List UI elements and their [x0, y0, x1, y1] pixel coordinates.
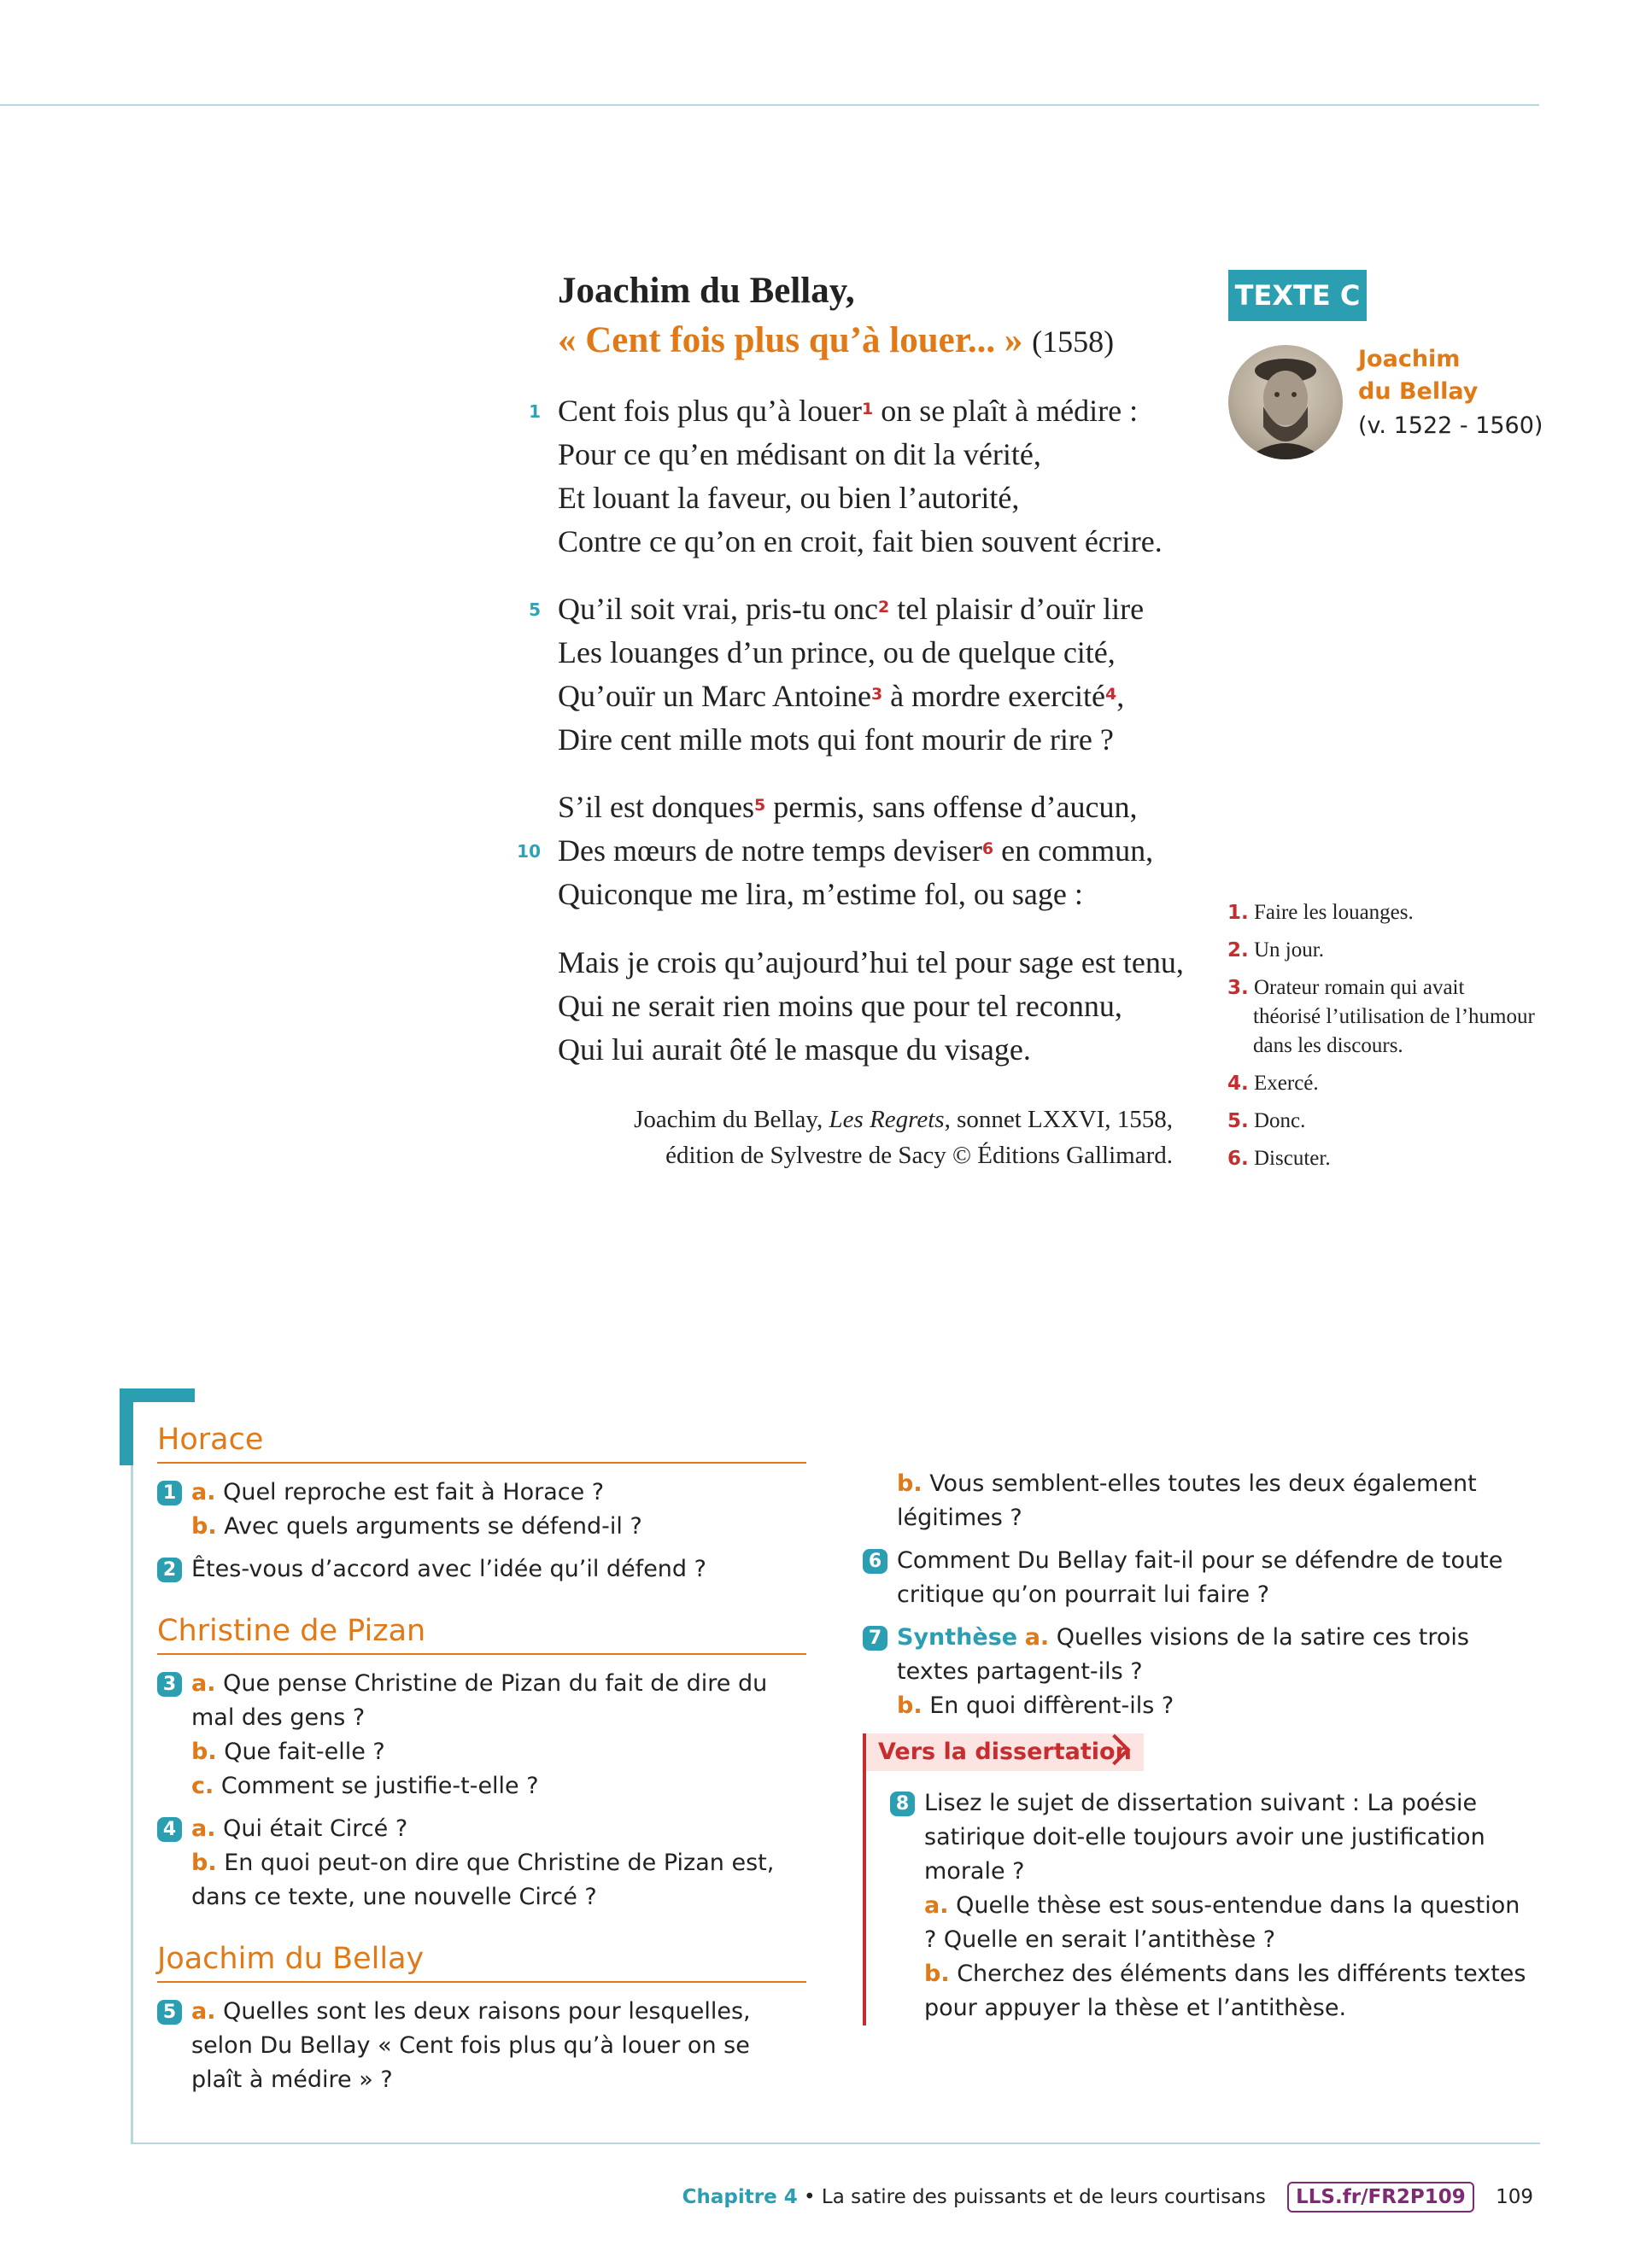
question-text: Quelles visions de la satire ces trois textes partagent-ils ? — [897, 1624, 1469, 1685]
footnote-number: 6. — [1227, 1148, 1249, 1170]
question-3b — [191, 1735, 806, 1769]
synthese-label: Synthèse — [897, 1624, 1018, 1651]
page-number: 109 — [1496, 2186, 1533, 2208]
section-pizan: Christine de Pizan — [157, 1610, 806, 1655]
texte-badge: TEXTE C — [1228, 270, 1367, 321]
question-text: Qui était Circé ? — [223, 1815, 408, 1842]
question-3c — [191, 1769, 806, 1803]
verse-line — [558, 786, 1241, 829]
question-7b — [897, 1689, 1529, 1723]
source-line-2: édition de Sylvestre de Sacy © Éditions Gallimard. — [665, 1142, 1173, 1169]
verse-text: à mordre exercité — [882, 679, 1106, 713]
question-7a — [897, 1621, 1529, 1689]
footnote-number: 4. — [1227, 1073, 1249, 1095]
question-number: 2 — [157, 1558, 182, 1582]
author-name — [1358, 343, 1529, 408]
verse-line — [558, 718, 1241, 762]
question-text: Comment se justifie-t-elle ? — [220, 1773, 539, 1799]
questions-frame-bottom — [131, 2142, 1540, 2144]
footnote-item — [1227, 1069, 1535, 1098]
sub-label: c. — [191, 1773, 214, 1799]
verse-text: Et louant la faveur, ou bien l’autorité, — [558, 481, 1020, 515]
dissertation-label: Vers la dissertation — [866, 1733, 1144, 1771]
author-last-name: du Bellay — [1358, 378, 1479, 405]
poem-heading — [558, 266, 1241, 366]
top-divider — [0, 104, 1539, 106]
verse-line — [517, 829, 1241, 873]
section-bellay: Joachim du Bellay — [157, 1938, 806, 1983]
author-first-name: Joachim — [1358, 346, 1461, 372]
poem-title-line — [558, 316, 1241, 366]
question-1a — [191, 1476, 806, 1510]
footnote-ref: 3 — [870, 685, 883, 704]
dissertation-content — [866, 1774, 1529, 2025]
verse-text: Dire cent mille mots qui font mourir de rire ? — [558, 722, 1114, 757]
footnote-number: 3. — [1227, 977, 1249, 999]
line-number: 1 — [529, 401, 541, 422]
question-text: Lisez le sujet de dissertation suivant : La poésie satirique doit-elle toujours avoir une justification morale ? — [924, 1790, 1485, 1885]
poem-year: (1558) — [1032, 324, 1115, 359]
footnote-ref: 1 — [861, 400, 874, 418]
page-footer — [0, 2180, 1533, 2214]
question-text: En quoi peut-on dire que Christine de Pizan est, dans ce texte, une nouvelle Circé ? — [191, 1850, 775, 1910]
footnote-item — [1227, 1107, 1535, 1136]
questions-right-column — [863, 1470, 1529, 2034]
line-number: 10 — [517, 841, 541, 862]
question-3 — [157, 1667, 806, 1803]
sub-label: a. — [191, 1998, 216, 2025]
question-text: Que fait-elle ? — [224, 1739, 385, 1765]
verse-text: Qui ne serait rien moins que pour tel reconnu, — [558, 989, 1122, 1023]
footer-link[interactable]: LLS.fr/FR2P109 — [1287, 2182, 1474, 2212]
question-6 — [863, 1544, 1529, 1612]
verse-text: permis, sans offense d’aucun, — [765, 790, 1138, 824]
sub-label: a. — [191, 1815, 216, 1842]
verse-text: Mais je crois qu’aujourd’hui tel pour sage est tenu, — [558, 945, 1184, 979]
source-line-1 — [634, 1102, 1173, 1137]
question-number: 1 — [157, 1481, 182, 1505]
footnote-number: 5. — [1227, 1110, 1249, 1132]
dissertation-header — [866, 1733, 1529, 1774]
verse-line — [558, 675, 1241, 718]
question-text: Quel reproche est fait à Horace ? — [223, 1479, 605, 1505]
footnote-ref: 2 — [877, 598, 890, 617]
footnote-number: 2. — [1227, 939, 1249, 962]
question-5 — [157, 1995, 806, 2097]
question-5a — [191, 1995, 806, 2097]
sub-label: a. — [924, 1892, 949, 1919]
footnote-text: Faire les louanges. — [1254, 901, 1414, 924]
question-8 — [890, 1786, 1529, 2025]
verse-text: on se plaît à médire : — [873, 394, 1139, 428]
sub-label: b. — [191, 1513, 217, 1540]
author-portrait — [1228, 345, 1343, 459]
question-text: Êtes-vous d’accord avec l’idée qu’il défend ? — [191, 1556, 706, 1582]
question-text: Quelle thèse est sous-entendue dans la question ? Quelle en serait l’antithèse ? — [924, 1892, 1520, 1953]
section-horace: Horace — [157, 1419, 806, 1464]
sub-label: a. — [191, 1479, 216, 1505]
verse-line — [558, 1028, 1241, 1072]
source-author: Joachim du Bellay, — [634, 1106, 829, 1133]
source-details: , sonnet LXXVI, 1558, — [944, 1106, 1173, 1133]
question-3a — [191, 1667, 806, 1735]
question-number: 5 — [157, 2000, 182, 2025]
question-4a — [191, 1812, 806, 1846]
verse-text: Qu’il soit vrai, pris-tu onc — [558, 592, 878, 626]
question-number: 8 — [890, 1792, 915, 1816]
verse-text: Cent fois plus qu’à louer — [558, 394, 862, 428]
footnote-text: Exercé. — [1254, 1072, 1319, 1095]
question-text: Cherchez des éléments dans les différents textes pour appuyer la thèse et l’antithèse. — [924, 1961, 1526, 2021]
question-1 — [157, 1476, 806, 1544]
sub-label: b. — [191, 1850, 217, 1876]
poem-source — [634, 1102, 1173, 1173]
footnote-number: 1. — [1227, 902, 1249, 924]
verse-text: Quiconque me lira, m’estime fol, ou sage : — [558, 877, 1083, 911]
verse-line — [558, 941, 1241, 985]
question-number: 4 — [157, 1817, 182, 1842]
question-text: Que pense Christine de Pizan du fait de dire du mal des gens ? — [191, 1670, 768, 1731]
footnote-item — [1227, 1144, 1535, 1173]
verse-text: Les louanges d’un prince, ou de quelque cité, — [558, 635, 1116, 669]
questions-corner-accent-vertical — [120, 1388, 133, 1465]
footnotes — [1227, 898, 1535, 1182]
verse-line — [558, 433, 1241, 476]
poem-author: Joachim du Bellay, — [558, 271, 855, 311]
footnote-ref: 6 — [981, 839, 994, 858]
footnote-text: Donc. — [1254, 1109, 1306, 1132]
sub-label: a. — [191, 1670, 216, 1697]
footnote-ref: 4 — [1105, 685, 1117, 704]
question-number: 7 — [863, 1626, 887, 1651]
source-work: Les Regrets — [829, 1106, 945, 1133]
verse-line — [558, 873, 1241, 916]
question-1b — [191, 1510, 806, 1544]
footnote-item — [1227, 898, 1535, 927]
question-5-continued — [863, 1467, 1529, 1535]
footnote-text: Un jour. — [1254, 938, 1324, 962]
sub-label: b. — [897, 1470, 922, 1497]
sub-label: b. — [924, 1961, 950, 1987]
verse-line — [529, 587, 1241, 631]
dissertation-box — [863, 1733, 1529, 2025]
question-text: Vous semblent-elles toutes les deux également légitimes ? — [897, 1470, 1477, 1531]
verse-text: S’il est donques — [558, 790, 754, 824]
author-dates: (v. 1522 - 1560) — [1358, 412, 1543, 439]
question-8b — [924, 1957, 1529, 2025]
verse-line — [558, 476, 1241, 520]
stanza-3 — [517, 786, 1241, 916]
question-text: Comment Du Bellay fait-il pour se défendre de toute critique qu’on pourrait lui faire ? — [897, 1547, 1503, 1608]
question-4b — [191, 1846, 806, 1914]
question-text: Quelles sont les deux raisons pour lesquelles, selon Du Bellay « Cent fois plus qu’à louer on se plaît à médire » ? — [191, 1998, 751, 2093]
questions-frame-left — [131, 1388, 133, 2144]
footnote-text: Discuter. — [1254, 1147, 1331, 1170]
footnote-text: Orateur romain qui avait théorisé l’utilisation de l’humour dans les discours. — [1253, 976, 1535, 1057]
verse-line — [558, 520, 1241, 564]
question-8a — [924, 1889, 1529, 1957]
verse-text: Contre ce qu’on en croit, fait bien souvent écrire. — [558, 524, 1163, 558]
question-5b — [897, 1467, 1529, 1535]
sub-label: b. — [897, 1692, 922, 1719]
verse-text: , — [1116, 679, 1125, 713]
verse-line — [529, 389, 1241, 433]
line-number: 5 — [529, 599, 541, 620]
stanza-2 — [529, 587, 1241, 762]
stanza-1 — [529, 389, 1241, 564]
question-text: En quoi diffèrent-ils ? — [929, 1692, 1174, 1719]
question-number: 3 — [157, 1672, 182, 1697]
footer-chapter: Chapitre 4 — [682, 2186, 798, 2208]
verse-text: Des mœurs de notre temps deviser — [558, 833, 982, 868]
sub-label: a. — [1024, 1624, 1050, 1651]
verse-text: tel plaisir d’ouïr lire — [889, 592, 1145, 626]
question-7 — [863, 1621, 1529, 1723]
question-number: 6 — [863, 1549, 887, 1574]
stanza-4 — [558, 941, 1241, 1072]
verse-line — [558, 631, 1241, 675]
questions-left-column — [157, 1419, 806, 2106]
verse-text: Pour ce qu’en médisant on dit la vérité, — [558, 437, 1041, 471]
verse-text: Qu’ouïr un Marc Antoine — [558, 679, 871, 713]
portrait-illustration — [1228, 345, 1343, 459]
verse-text: en commun, — [993, 833, 1154, 868]
footnote-item — [1227, 973, 1535, 1061]
footnote-ref: 5 — [754, 796, 766, 815]
footer-separator: • — [797, 2186, 822, 2208]
question-text: Avec quels arguments se défend-il ? — [224, 1513, 642, 1540]
sub-label: b. — [191, 1739, 217, 1765]
poem-title: « Cent fois plus qu’à louer... » — [558, 320, 1023, 360]
verse-line — [558, 985, 1241, 1028]
footnote-item — [1227, 936, 1535, 965]
question-4 — [157, 1812, 806, 1914]
verse-text: Qui lui aurait ôté le masque du visage. — [558, 1032, 1031, 1067]
footer-chapter-title: La satire des puissants et de leurs courtisans — [821, 2186, 1266, 2208]
question-2 — [157, 1552, 806, 1587]
